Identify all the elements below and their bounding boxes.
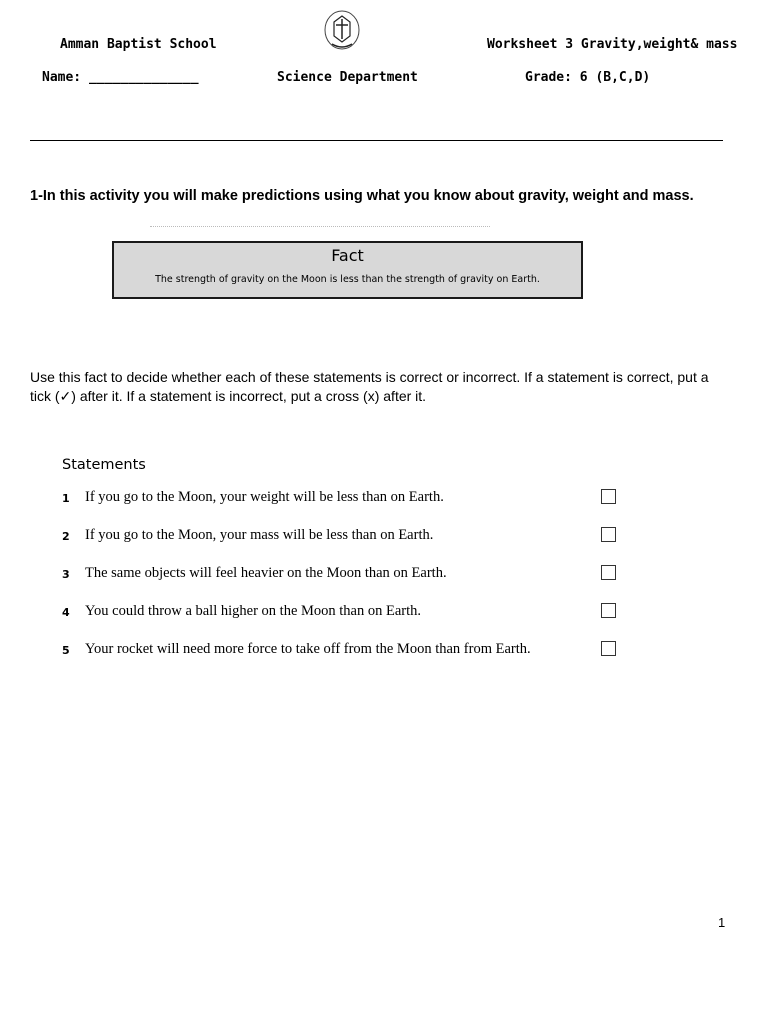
statement-text: You could throw a ball higher on the Moon than on Earth.: [85, 603, 422, 619]
worksheet-title: Worksheet 3 Gravity,weight& mass: [487, 37, 738, 52]
answer-checkbox[interactable]: [601, 603, 616, 618]
statements-title: Statements: [62, 457, 146, 473]
statement-number: 5: [62, 644, 70, 657]
grade-label: Grade: 6 (B,C,D): [525, 70, 651, 85]
school-crest-icon: [322, 10, 362, 52]
statement-row: [62, 527, 622, 549]
statement-text: If you go to the Moon, your mass will be less than on Earth.: [85, 527, 434, 543]
name-field-label: Name: ______________: [42, 70, 199, 85]
statement-number: 3: [62, 568, 70, 581]
faint-dotted-line: [150, 226, 490, 231]
answer-checkbox[interactable]: [601, 527, 616, 542]
statement-number: 2: [62, 530, 70, 543]
statement-number: 1: [62, 492, 70, 505]
school-name: Amman Baptist School: [60, 37, 217, 52]
fact-text: The strength of gravity on the Moon is less than the strength of gravity on Earth.: [155, 274, 540, 285]
statement-row: [62, 603, 622, 625]
fact-box: [112, 241, 583, 299]
question-title: 1-In this activity you will make predictions using what you know about gravity, weight and mass.: [30, 188, 694, 204]
statement-text: If you go to the Moon, your weight will be less than on Earth.: [85, 489, 444, 505]
answer-checkbox[interactable]: [601, 641, 616, 656]
statement-text: The same objects will feel heavier on the Moon than on Earth.: [85, 565, 447, 581]
department-label: Science Department: [277, 70, 418, 85]
statement-number: 4: [62, 606, 70, 619]
page-number: 1: [718, 915, 726, 930]
statement-row: [62, 489, 622, 511]
statement-row: [62, 641, 622, 663]
fact-title: Fact: [331, 246, 364, 265]
answer-checkbox[interactable]: [601, 489, 616, 504]
header-divider: [30, 140, 723, 141]
answer-checkbox[interactable]: [601, 565, 616, 580]
instructions-text: Use this fact to decide whether each of these statements is correct or incorrect. If a statement is correct, put a tick (✓) after it. If a statement is incorrect, put a cross (x) after it.: [30, 369, 709, 404]
statement-text: Your rocket will need more force to take off from the Moon than from Earth.: [85, 641, 531, 657]
statement-row: [62, 565, 622, 587]
